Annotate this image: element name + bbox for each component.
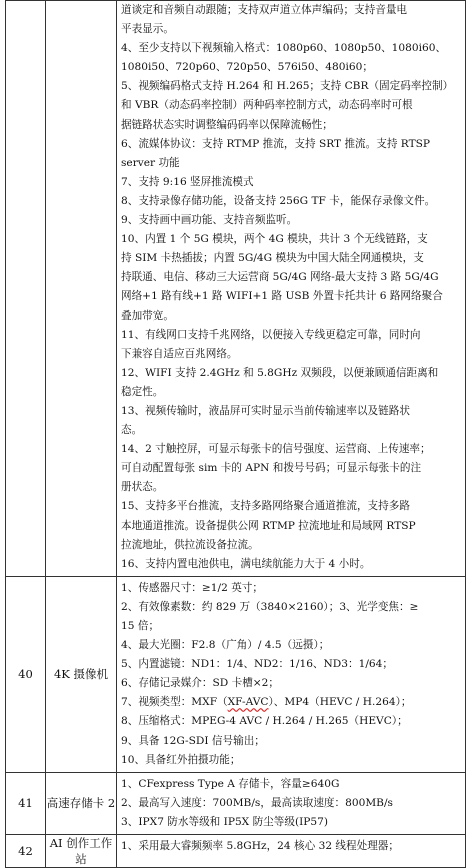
- spec-line: 15、支持多平台推流，支持多路网络聚合通道推流，支持多路: [121, 500, 410, 513]
- spec-line: 1080i50、720p60、720p50、576i50、480i60；: [121, 61, 373, 74]
- item-number: [6, 1, 46, 577]
- item-name: AI 创作工作站: [46, 835, 117, 868]
- table-row: [6, 835, 466, 868]
- spec-line: 持联通、电信、移动三大运营商 5G/4G 网络-最大支持 3 路 5G/4G: [121, 271, 439, 284]
- spec-line: 5、内置滤镜：ND1：1/4、ND2：1/16、ND3：1/64；: [121, 658, 394, 671]
- spec-line: 4、至少支持以下视频输入格式：1080p60、1080p50、1080i60、: [121, 42, 447, 55]
- spec-line: 3、IPX7 防水等级和 IP5X 防尘等级(IP57): [121, 815, 329, 828]
- spec-line: 持 SIM 卡热插拔；内置 5G/4G 模块为中国大陆全网通模块，支: [121, 252, 424, 265]
- spec-line: 网络+1 路有线+1 路 WIFI+1 路 USB 外置卡托共计 6 路网络聚合: [121, 290, 443, 303]
- spec-line: 11、有线网口支持千兆网络，以便接入专线更稳定可靠，同时向: [121, 328, 421, 341]
- spec-line: 4、最大光圈：F2.8（广角）/ 4.5（远摄）；: [121, 639, 330, 652]
- spec-line: 15 倍；: [121, 620, 160, 632]
- spec-line: 9、具备 12G-SDI 信号输出；: [121, 734, 265, 747]
- table-row: [6, 772, 466, 834]
- spec-line: 8、压缩格式：MPEG-4 AVC / H.264 / H.265（HEVC）；: [121, 715, 408, 728]
- spec-line: 8、支持录像存储功能，设备支持 256G TF 卡，能保存录像文件。: [121, 194, 436, 207]
- item-name: 高速存储卡 2: [46, 772, 117, 834]
- spec-line: 1、CFexpress Type A 存储卡，容量≥640G: [121, 777, 340, 790]
- spec-line: 平表显示。: [121, 23, 174, 36]
- spec-line: 10、内置 1 个 5G 模块，两个 4G 模块，共计 3 个无线链路，支: [121, 233, 428, 246]
- spec-line: 下兼容自适应百兆网络。: [121, 347, 238, 360]
- spec-line: 6、存储记录媒介：SD 卡槽×2；: [121, 677, 280, 690]
- item-name: [46, 1, 117, 577]
- table-row: [6, 576, 466, 772]
- spec-line: 13、视频传输时，液晶屏可实时显示当前传输速率以及链路状: [121, 404, 410, 417]
- item-specification: [117, 576, 466, 772]
- spec-line: 5、视频编码格式支持 H.264 和 H.265；支持 CBR（固定码率控制）: [121, 80, 454, 93]
- spec-line: 7、视频类型：MXF（XF-AVC）、MP4（HEVC / H.264）；: [121, 696, 412, 709]
- spec-line: 叠加带宽。: [121, 309, 174, 322]
- spec-line: 道谈定和音频自动跟随；支持双声道立体声编码；支持音量电: [121, 4, 408, 16]
- spec-line: 和 VBR（动态码率控制）两种码率控制方式，动态码率时可根: [121, 99, 413, 112]
- spec-line: server 功能: [121, 156, 180, 169]
- spec-line: 2、最高写入速度：700MB/s，最高读取速度：800MB/s: [121, 796, 393, 809]
- spec-line: 14、2 寸触控屏，可显示每张卡的信号强度、运营商、上传速率；: [121, 443, 431, 456]
- spec-line: 本地通道推流。设备提供公网 RTMP 拉流地址和局域网 RTSP: [121, 519, 416, 532]
- spec-line: 1、传感器尺寸：≥1/2 英寸；: [121, 581, 263, 594]
- spec-line: 1、采用最大睿频频率 5.8GHz，24 核心 32 线程处理器；: [121, 840, 399, 853]
- spec-line: 10、具备红外拍摄功能；: [121, 753, 241, 766]
- item-specification: [117, 772, 466, 834]
- table-row: [6, 1, 466, 577]
- spec-line: 拉流地址，供拉流设备拉流。: [121, 538, 259, 551]
- spec-line: 稳定性。: [121, 385, 164, 398]
- spec-line: 16、支持内置电池供电，满电续航能力大于 4 小时。: [121, 557, 371, 570]
- spellcheck-mark: XF-AVC: [227, 696, 269, 709]
- item-number: 40: [6, 576, 46, 772]
- spec-table: [5, 0, 466, 868]
- spec-table-body: [6, 1, 466, 868]
- spec-line: 6、流媒体协议：支持 RTMP 推流，支持 SRT 推流。支持 RTSP: [121, 137, 431, 150]
- spec-line: 册状态。: [121, 481, 164, 494]
- item-name: 4K 摄像机: [46, 576, 117, 772]
- spec-line: 12、WIFI 支持 2.4GHz 和 5.8GHz 双频段，以便兼顾通信距离和: [121, 366, 439, 379]
- spec-line: 7、支持 9:16 竖屏推流模式: [121, 175, 254, 188]
- item-number: 42: [6, 835, 46, 868]
- spec-line: 据链路状态实时调整编码码率以保障流畅性；: [121, 118, 333, 131]
- spec-line: 9、支持画中画功能、支持音频监听。: [121, 214, 298, 227]
- spec-line: 态。: [121, 424, 143, 437]
- spec-line: 可自动配置每张 sim 卡的 APN 和拨号号码；可显示每张卡的注: [121, 462, 422, 475]
- item-number: 41: [6, 772, 46, 834]
- item-specification: [117, 835, 466, 868]
- spec-line: 2、有效像素数：约 829 万（3840×2160）；3、光学变焦：≥: [121, 600, 419, 613]
- item-specification: [117, 1, 466, 577]
